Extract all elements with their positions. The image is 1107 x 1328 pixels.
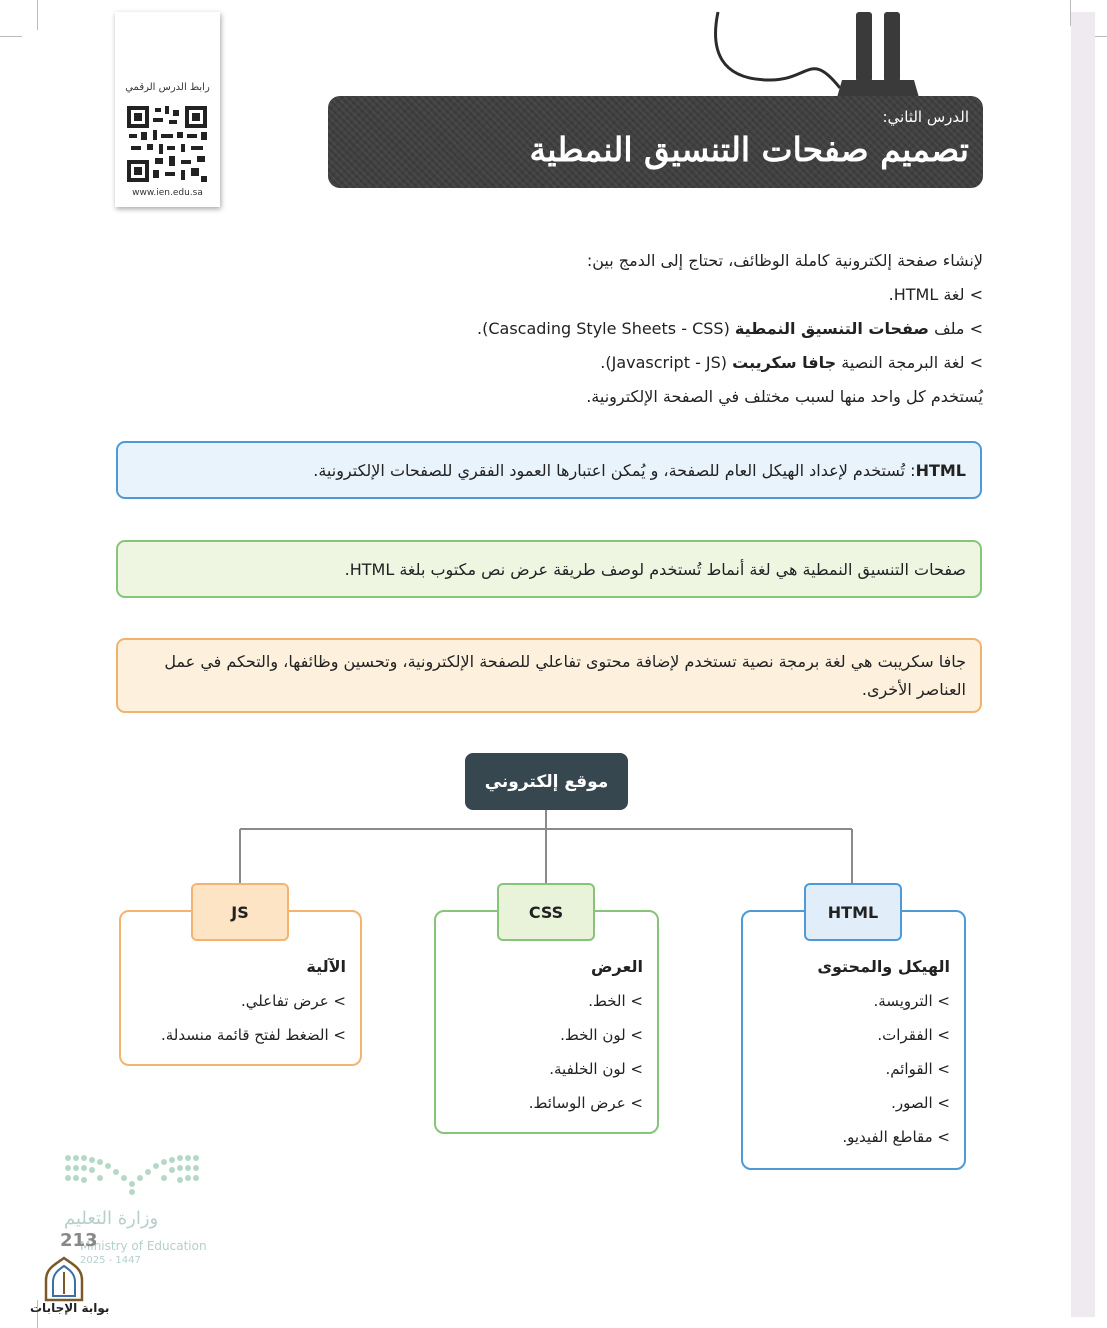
gate-logo-icon (42, 1256, 86, 1302)
qr-url[interactable]: www.ien.edu.sa (132, 188, 203, 198)
column-item: > الضغط لفتح قائمة منسدلة. (160, 1026, 346, 1044)
definition-text: : تُستخدم لإعداد الهيكل العام للصفحة، و يُمكن اعتبارها العمود الفقري للصفحات الإلكترونية. (313, 460, 916, 480)
column-heading: الآلية (306, 957, 346, 976)
ministry-logo-icon (62, 1150, 202, 1200)
ministry-year: 2025 - 1447 (80, 1255, 141, 1266)
gate-brand-text: بوابة الإجابات (30, 1301, 110, 1315)
diagram-column-html (741, 910, 966, 1170)
ministry-name-ar: وزارة التعليم (64, 1208, 159, 1229)
page-number: 213 (60, 1230, 98, 1251)
lesson-number: الدرس الثاني: (882, 108, 969, 126)
column-heading: الهيكل والمحتوى (817, 957, 950, 976)
column-item: > عرض تفاعلي. (241, 992, 346, 1010)
tab-css: CSS (497, 883, 595, 941)
column-item: > الترويسة. (873, 992, 950, 1010)
column-item: > الخط. (588, 992, 643, 1010)
definition-text: صفحات التنسيق النمطية هي لغة أنماط تُستخدم لوصف طريقة عرض نص مكتوب بلغة HTML. (344, 559, 966, 579)
tab-html: HTML (804, 883, 902, 941)
qr-label: رابط الدرس الرقمي (125, 82, 210, 93)
intro-item: > لغة البرمجة النصية جافا سكريبت (Javascript - JS). (600, 353, 983, 372)
diagram-root-node: موقع إلكتروني (465, 753, 628, 810)
definition-text: جافا سكريبت هي لغة برمجة نصية تستخدم لإضافة محتوى تفاعلي للصفحة الإلكترونية، وتحسين وظائفها، والتحكم في عمل العناصر الأخرى. (164, 651, 966, 699)
column-item: > مقاطع الفيديو. (842, 1128, 950, 1146)
tab-js: JS (191, 883, 289, 941)
column-item: > عرض الوسائط. (528, 1094, 643, 1112)
lesson-title: تصميم صفحات التنسيق النمطية (529, 130, 969, 169)
column-heading: العرض (591, 957, 643, 976)
intro-closing: يُستخدم كل واحد منها لسبب مختلف في الصفحة الإلكترونية. (586, 387, 983, 406)
column-item: > لون الخلفية. (549, 1060, 643, 1078)
intro-item: > ملف صفحات التنسيق النمطية (Cascading Style Sheets - CSS). (477, 319, 983, 338)
column-item: > لون الخط. (560, 1026, 643, 1044)
column-item: > الصور. (891, 1094, 950, 1112)
definition-term: HTML (915, 460, 966, 480)
diagram-column-css (434, 910, 659, 1134)
intro-item: > لغة HTML. (888, 285, 983, 304)
ministry-name-en: Ministry of Education (80, 1239, 207, 1253)
column-item: > القوائم. (885, 1060, 950, 1078)
intro-lead: لإنشاء صفحة إلكترونية كاملة الوظائف، تحتاج إلى الدمج بين: (586, 251, 983, 270)
column-item: > الفقرات. (877, 1026, 950, 1044)
